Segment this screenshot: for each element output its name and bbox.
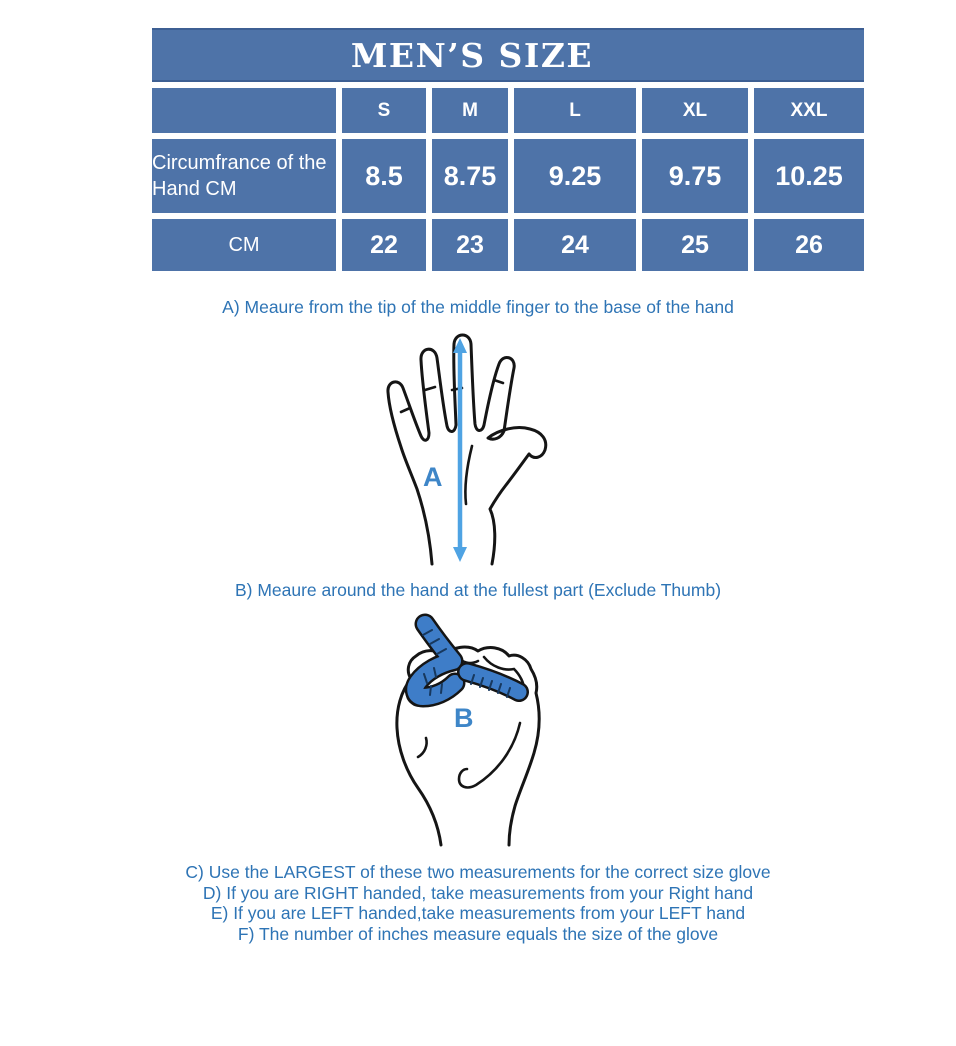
row-label-cm: CM	[152, 219, 336, 271]
cm-value-m: 23	[432, 219, 508, 271]
hand-diagram	[0, 326, 956, 571]
label-a: A	[423, 461, 443, 492]
circumference-value-m: 8.75	[432, 139, 508, 213]
circumference-value-xxl: 10.25	[754, 139, 864, 213]
table-row-circumference	[152, 139, 864, 213]
open-hand-illustration	[368, 326, 588, 571]
instruction-block	[0, 862, 956, 944]
size-header-m: M	[432, 88, 508, 133]
men-size-table	[146, 22, 870, 277]
size-header-xl: XL	[642, 88, 748, 133]
size-header-row	[152, 88, 864, 133]
instruction-f: F) The number of inches measure equals the size of the glove	[237, 923, 719, 944]
size-header-s: S	[342, 88, 426, 133]
instruction-c: C) Use the LARGEST of these two measurements for the correct size glove	[185, 862, 771, 882]
table-row-cm	[152, 219, 864, 271]
circumference-value-s: 8.5	[342, 139, 426, 213]
table-title: MEN’S SIZE	[152, 28, 864, 82]
size-header-xxl: XXL	[754, 88, 864, 133]
row-label-circumference: Circumfrance of the Hand CM	[152, 139, 336, 213]
instruction-a: A) Meaure from the tip of the middle finger to the base of the hand	[222, 297, 734, 317]
circumference-value-l: 9.25	[514, 139, 636, 213]
cm-value-l: 24	[514, 219, 636, 271]
size-header-l: L	[514, 88, 636, 133]
corner-cell	[152, 88, 336, 133]
label-b: B	[454, 703, 474, 733]
cm-value-s: 22	[342, 219, 426, 271]
cm-value-xxl: 26	[754, 219, 864, 271]
circumference-value-xl: 9.75	[642, 139, 748, 213]
fist-illustration	[368, 607, 588, 852]
cm-value-xl: 25	[642, 219, 748, 271]
instruction-d: D) If you are RIGHT handed, take measurements from your Right hand	[202, 882, 754, 903]
instruction-b: B) Meaure around the hand at the fullest part (Exclude Thumb)	[234, 579, 722, 600]
fist-diagram	[0, 607, 956, 852]
hand-outline	[388, 335, 546, 564]
instruction-e: E) If you are LEFT handed,take measurements from your LEFT hand	[210, 903, 746, 923]
